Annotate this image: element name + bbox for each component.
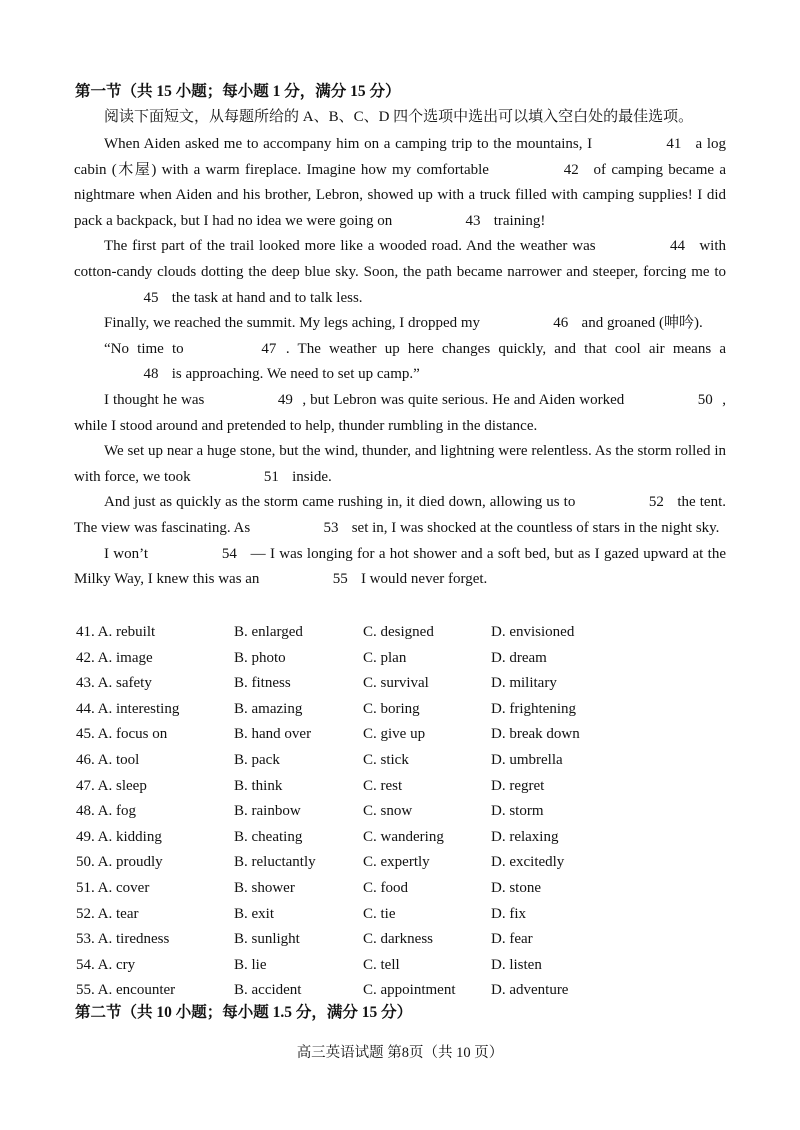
- option-d: D. regret: [491, 777, 545, 794]
- option-d: D. listen: [491, 956, 542, 973]
- option-c: C. plan: [363, 649, 407, 666]
- cloze-passage: [74, 132, 726, 593]
- passage-text: We set up near a huge stone, but the wind, thunder, and lightning were relentless. As the storm rolled in with force, we took: [74, 443, 726, 485]
- blank-50: 50: [697, 391, 713, 408]
- question-row: [76, 697, 736, 723]
- passage-text: When Aiden asked me to accompany him on a camping trip to the mountains, I: [104, 136, 597, 152]
- section-1-instruction: 阅读下面短文，从每题所给的 A、B、C、D 四个选项中选出可以填入空白处的最佳选项。: [104, 109, 694, 125]
- blank-53: 53: [323, 519, 339, 536]
- blank-42: 42: [563, 161, 579, 178]
- option-c: C. tie: [363, 905, 396, 922]
- passage-text: the tent. The view was fascinating. As: [74, 494, 726, 536]
- passage-text: , but Lebron was quite serious. He and Aiden worked: [302, 391, 629, 408]
- option-b: B. shower: [234, 879, 295, 896]
- blank-41: 41: [666, 136, 682, 152]
- option-c: C. rest: [363, 777, 403, 794]
- passage-text: Finally, we reached the summit. My legs aching, I dropped my: [104, 315, 484, 332]
- passage-text: I would never forget.: [357, 571, 488, 588]
- blank-47: 47: [261, 340, 277, 357]
- option-d: D. fix: [491, 905, 526, 922]
- option-b: B. amazing: [234, 700, 303, 717]
- option-c: C. tell: [363, 956, 400, 973]
- passage-paragraph-5: [74, 388, 726, 439]
- option-a: 49. A. kidding: [76, 828, 162, 845]
- question-row: [76, 722, 736, 748]
- passage-paragraph-3: [74, 311, 726, 337]
- option-d: D. dream: [491, 649, 547, 666]
- option-d: D. adventure: [491, 982, 569, 999]
- blank-46: 46: [553, 315, 569, 332]
- passage-text: the task at hand and to talk less.: [168, 289, 363, 306]
- passage-text: , while I stood around and pretended to help, thunder rumbling in the distance.: [74, 391, 726, 434]
- passage-text: training!: [489, 212, 546, 229]
- question-row: [76, 876, 736, 902]
- option-a: 44. A. interesting: [76, 700, 180, 717]
- question-row: [76, 799, 736, 825]
- blank-44: 44: [669, 238, 685, 255]
- option-d: D. military: [491, 675, 557, 692]
- passage-paragraph-4: [74, 337, 726, 388]
- option-b: B. pack: [234, 751, 280, 768]
- passage-paragraph-8: [74, 542, 726, 593]
- option-c: C. wandering: [363, 828, 444, 845]
- option-b: B. think: [234, 777, 283, 794]
- option-b: B. enlarged: [234, 624, 303, 640]
- section-1-heading: 第一节（共 15 小题；每小题 1 分，满分 15 分）: [75, 83, 401, 100]
- option-b: B. fitness: [234, 675, 291, 692]
- option-c: C. designed: [363, 624, 434, 640]
- option-b: B. accident: [234, 982, 302, 999]
- blank-51: 51: [263, 468, 279, 485]
- passage-text: a log cabin (木屋) with a warm fireplace. Imagine how my comfortable: [74, 136, 726, 178]
- question-row: [76, 825, 736, 851]
- passage-text: I won’t: [104, 545, 153, 562]
- option-c: C. food: [363, 879, 408, 896]
- blank-49: 49: [277, 391, 293, 408]
- option-a: 47. A. sleep: [76, 777, 147, 794]
- option-a: 43. A. safety: [76, 675, 152, 692]
- blank-48: 48: [143, 366, 159, 383]
- option-c: C. stick: [363, 751, 409, 768]
- passage-text: . The weather up here changes quickly, and that cool air means a: [285, 340, 726, 357]
- passage-text: inside.: [288, 468, 332, 485]
- option-b: B. cheating: [234, 828, 303, 845]
- option-b: B. exit: [234, 905, 274, 922]
- blank-43: 43: [465, 212, 481, 229]
- answer-options-list: [76, 620, 736, 1004]
- option-b: B. reluctantly: [234, 854, 316, 871]
- option-d: D. envisioned: [491, 624, 575, 640]
- option-a: 55. A. encounter: [76, 982, 176, 999]
- option-c: C. survival: [363, 675, 429, 692]
- option-d: D. fear: [491, 931, 533, 948]
- option-c: C. give up: [363, 726, 426, 743]
- option-d: D. stone: [491, 879, 541, 896]
- passage-text: is approaching. We need to set up camp.”: [168, 366, 420, 383]
- passage-text: And just as quickly as the storm came rushing in, it died down, allowing us to: [104, 494, 580, 511]
- option-b: B. hand over: [234, 726, 312, 743]
- option-d: D. umbrella: [491, 751, 563, 768]
- question-row: [76, 774, 736, 800]
- option-a: 53. A. tiredness: [76, 931, 170, 948]
- option-d: D. relaxing: [491, 828, 559, 845]
- option-d: D. storm: [491, 803, 544, 820]
- question-row: [76, 902, 736, 928]
- option-a: 46. A. tool: [76, 751, 140, 768]
- passage-text: of camping became a nightmare when Aiden and his brother, Lebron, showed up with a truck filled with camping supplies! I did pack a backpack, but I had no idea we were going on: [74, 161, 726, 229]
- passage-text: — I was longing for a hot shower and a soft bed, but as I gazed upward at the Milky Way, I knew this was an: [74, 545, 726, 588]
- option-a: 42. A. image: [76, 649, 153, 666]
- option-a: 52. A. tear: [76, 905, 139, 922]
- option-d: D. frightening: [491, 700, 576, 717]
- blank-45: 45: [143, 289, 159, 306]
- passage-text: with cotton-candy clouds dotting the deep blue sky. Soon, the path became narrower and steeper, forcing me to: [74, 238, 727, 280]
- passage-text: “No time to: [104, 340, 192, 357]
- option-a: 45. A. focus on: [76, 726, 168, 743]
- option-a: 50. A. proudly: [76, 854, 163, 871]
- option-a: 51. A. cover: [76, 879, 150, 896]
- page-footer: 高三英语试题 第8页（共 10 页）: [296, 1045, 504, 1061]
- option-c: C. darkness: [363, 931, 433, 948]
- blank-55: 55: [332, 571, 348, 588]
- passage-paragraph-6: [74, 439, 726, 490]
- option-b: B. rainbow: [234, 803, 301, 820]
- section-2-heading: 第二节（共 10 小题；每小题 1.5 分，满分 15 分）: [75, 1004, 413, 1021]
- option-a: 54. A. cry: [76, 956, 136, 973]
- option-b: B. lie: [234, 956, 267, 973]
- passage-paragraph-2: [74, 234, 726, 311]
- option-c: C. boring: [363, 700, 420, 717]
- question-row: [76, 953, 736, 979]
- question-row: [76, 671, 736, 697]
- question-row: [76, 978, 736, 1004]
- option-c: C. snow: [363, 803, 413, 820]
- option-c: C. expertly: [363, 854, 430, 871]
- option-c: C. appointment: [363, 982, 456, 999]
- option-b: B. photo: [234, 649, 286, 666]
- question-row: [76, 620, 736, 646]
- passage-text: I thought he was: [104, 391, 209, 408]
- option-d: D. break down: [491, 726, 580, 743]
- option-d: D. excitedly: [491, 854, 565, 871]
- passage-text: set in, I was shocked at the countless of stars in the night sky.: [347, 519, 720, 536]
- passage-text: The first part of the trail looked more like a wooded road. And the weather was: [104, 238, 601, 255]
- question-row: [76, 927, 736, 953]
- option-a: 48. A. fog: [76, 803, 136, 820]
- passage-paragraph-1: [74, 132, 726, 234]
- passage-paragraph-7: [74, 490, 726, 541]
- option-a: 41. A. rebuilt: [76, 624, 156, 640]
- option-b: B. sunlight: [234, 931, 300, 948]
- blank-52: 52: [648, 494, 664, 511]
- question-row: [76, 646, 736, 672]
- question-row: [76, 850, 736, 876]
- question-row: [76, 748, 736, 774]
- passage-text: and groaned (呻吟).: [577, 315, 703, 332]
- blank-54: 54: [221, 545, 237, 562]
